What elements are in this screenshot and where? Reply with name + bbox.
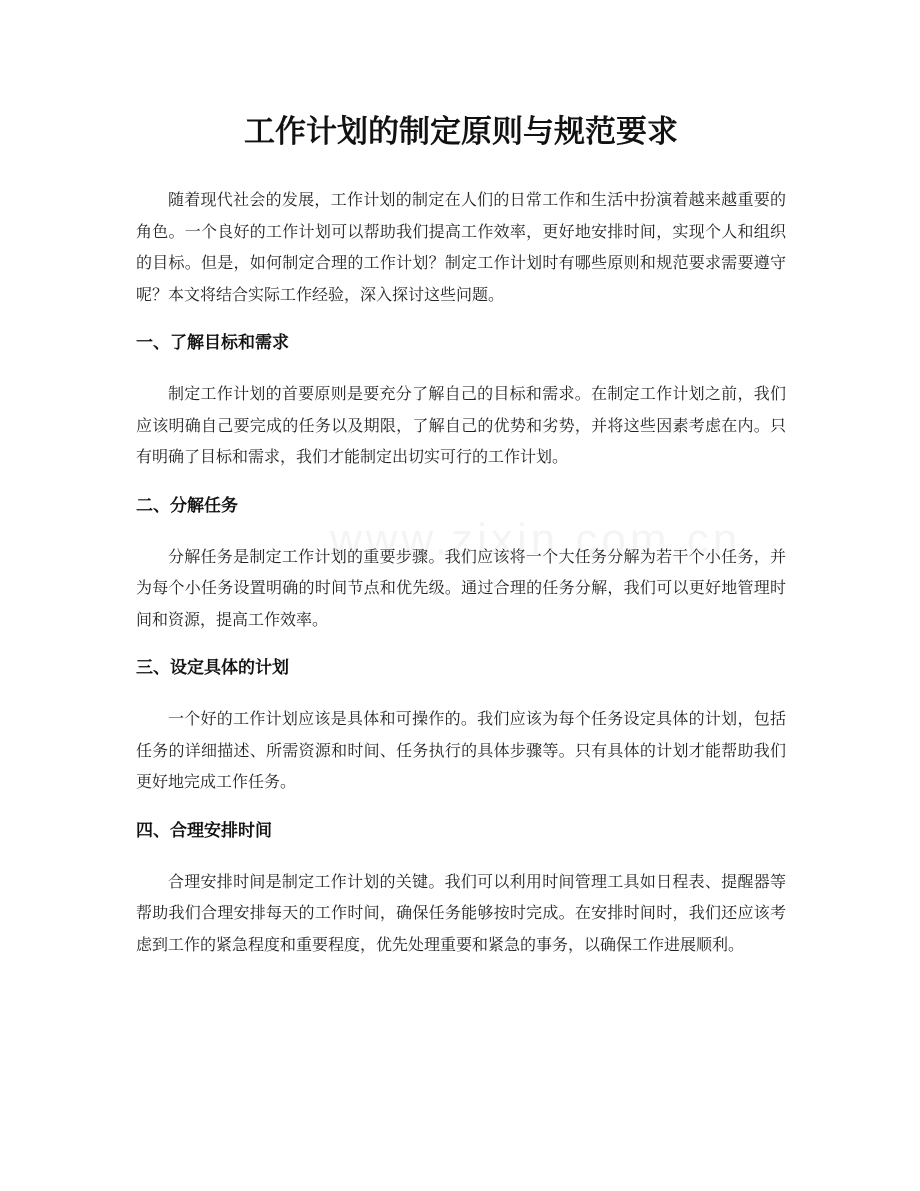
section-heading-3: 三、设定具体的计划 (136, 658, 289, 678)
document-content (136, 108, 786, 978)
section-body-3: 一个好的工作计划应该是具体和可操作的。我们应该为每个任务设定具体的计划，包括任务的详细描述、所需资源和时间、任务执行的具体步骤等。只有具体的计划才能帮助我们更好地完成工作任务。 (136, 709, 786, 791)
intro-paragraph: 随着现代社会的发展，工作计划的制定在人们的日常工作和生活中扮演着越来越重要的角色。一个良好的工作计划可以帮助我们提高工作效率，更好地安排时间，实现个人和组织的目标。但是，如何制定合理的工作计划？制定工作计划时有哪些原则和规范要求需要遵守呢？本文将结合实际工作经验，深入探讨这些问题。 (136, 190, 786, 304)
section-heading-1: 一、了解目标和需求 (136, 333, 289, 353)
section-heading-2: 二、分解任务 (136, 495, 238, 516)
section-body-2: 分解任务是制定工作计划的重要步骤。我们应该将一个大任务分解为若干个小任务，并为每个小任务设置明确的时间节点和优先级。通过合理的任务分解，我们可以更好地管理时间和资源，提高工作效率。 (136, 546, 786, 629)
section-heading-4: 四、合理安排时间 (136, 820, 272, 841)
section-body-4: 合理安排时间是制定工作计划的关键。我们可以利用时间管理工具如日程表、提醒器等帮助我们合理安排每天的工作时间，确保任务能够按时完成。在安排时间时，我们还应该考虑到工作的紧急程度和重要程度，优先处理重要和紧急的事务，以确保工作进展顺利。 (136, 871, 786, 954)
section-body-1: 制定工作计划的首要原则是要充分了解自己的目标和需求。在制定工作计划之前，我们应该明确自己要完成的任务以及期限，了解自己的优势和劣势，并将这些因素考虑在内。只有明确了目标和需求，我们才能制定出切实可行的工作计划。 (136, 384, 786, 466)
document-title: 工作计划的制定原则与规范要求 (244, 114, 678, 150)
